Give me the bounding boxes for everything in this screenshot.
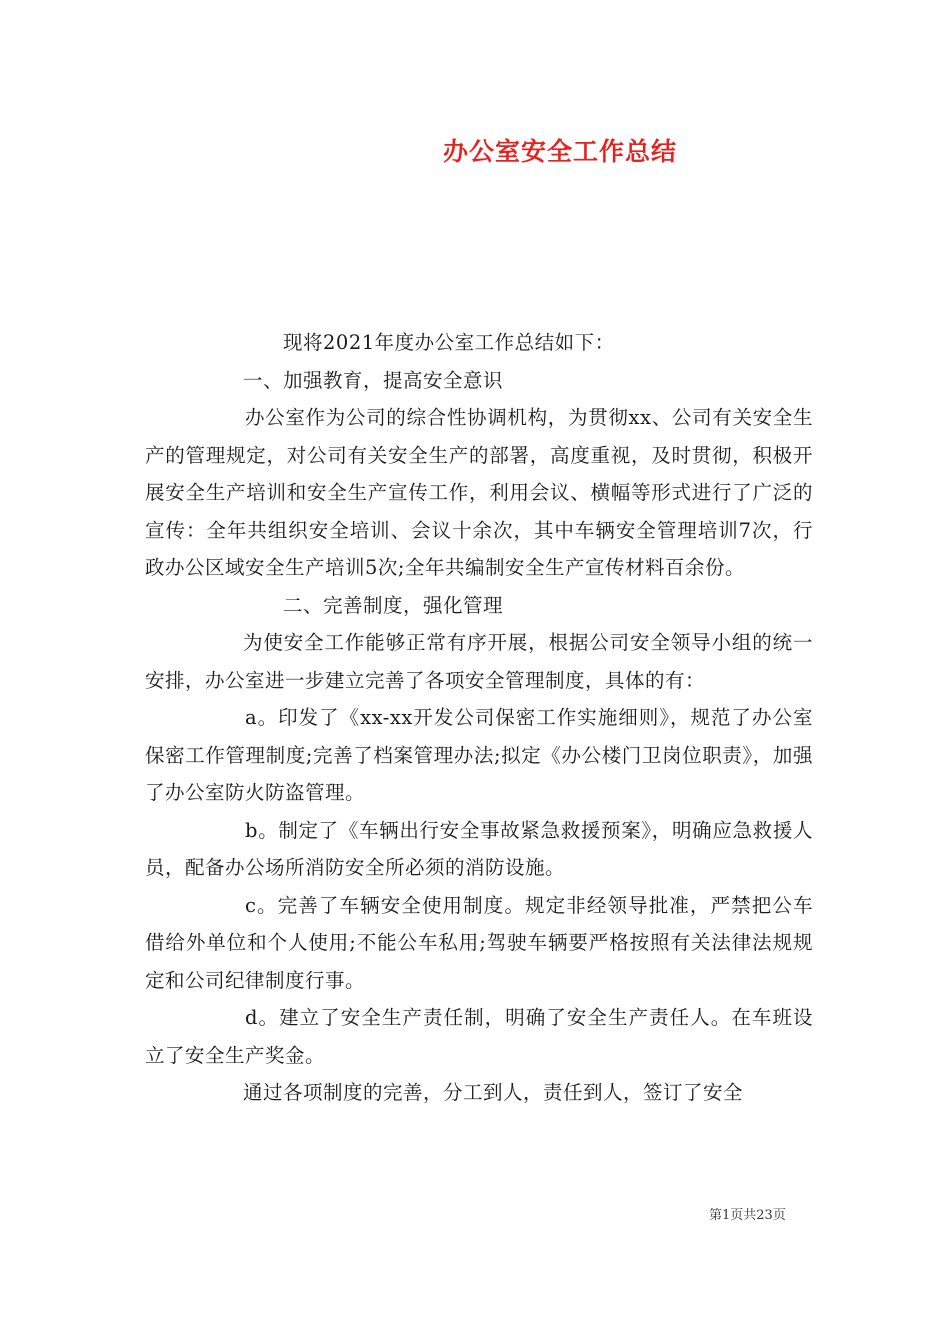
intro-paragraph: 现将2021年度办公室工作总结如下： (283, 331, 615, 354)
section-1-paragraph: 办公室作为公司的综合性协调机构，为贯彻xx、公司有关安全生产的管理规定，对公司有关安全生产的部署，高度重视，及时贯彻，积极开展安全生产培训和安全生产宣传工作，利用会议、横幅等形式进行了广泛的宣传：全年共组织安全培训、会议十余次，其中车辆安全管理培训7次，行政办公区域安全生产培训5次;全年共编制安全生产宣传材料百余份。 (145, 406, 813, 579)
page-number: 第1页共23页 (709, 1208, 786, 1223)
section-heading-1: 一、加强教育，提高安全意识 (243, 368, 504, 392)
document-title: 办公室安全工作总结 (442, 137, 677, 166)
document-body (145, 324, 813, 1112)
list-item-c: c。完善了车辆安全使用制度。规定非经领导批准，严禁把公车借给外单位和个人使用;不能公车私用;驾驶车辆要严格按照有关法律法规规定和公司纪律制度行事。 (145, 893, 813, 992)
section-heading-2: 二、完善制度，强化管理 (283, 593, 504, 617)
section-2-paragraph: 为使安全工作能够正常有序开展，根据公司安全领导小组的统一安排，办公室进一步建立完善了各项安全管理制度，具体的有： (145, 631, 813, 692)
list-item-b: b。制定了《车辆出行安全事故紧急救援预案》，明确应急救援人员，配备办公场所消防安全所必须的消防设施。 (145, 818, 813, 879)
closing-paragraph: 通过各项制度的完善，分工到人，责任到人，签订了安全 (243, 1081, 744, 1104)
list-item-a: a。印发了《xx-xx开发公司保密工作实施细则》，规范了办公室保密工作管理制度;完善了档案管理办法;拟定《办公楼门卫岗位职责》，加强了办公室防火防盗管理。 (145, 706, 813, 804)
list-item-d: d。建立了安全生产责任制，明确了安全生产责任人。在车班设立了安全生产奖金。 (145, 1006, 813, 1067)
